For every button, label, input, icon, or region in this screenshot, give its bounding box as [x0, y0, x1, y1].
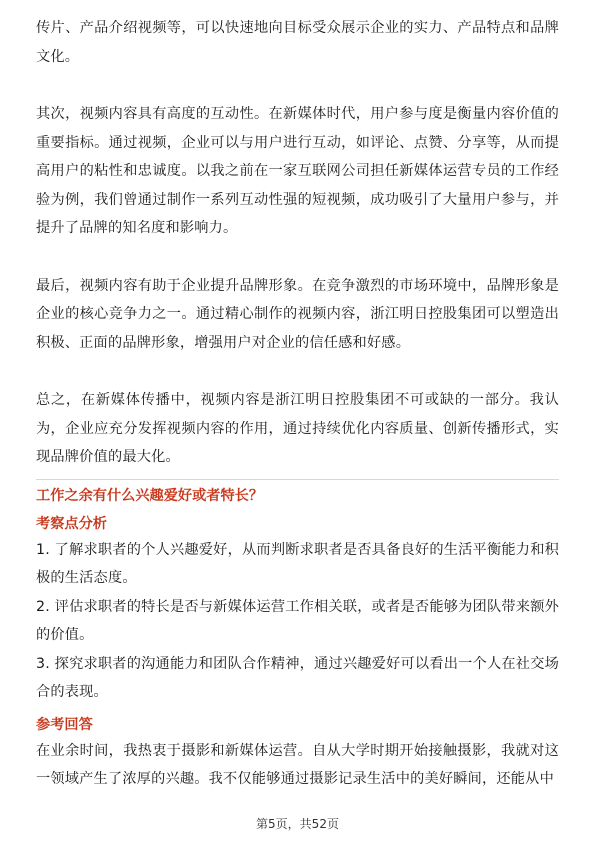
- question-title: 工作之余有什么兴趣爱好或者特长？: [36, 487, 264, 504]
- paragraph-spacer: [36, 71, 559, 100]
- analysis-heading: 考察点分析: [36, 515, 107, 532]
- paragraph-summary: 总之，在新媒体传播中，视频内容是浙江明日控股集团不可或缺的一部分。我认为，企业应充分发挥视频内容的作用，通过持续优化内容质量、创新传播形式，实现品牌价值的最大化。: [36, 392, 559, 465]
- paragraph-intro-continued: 传片、产品介绍视频等，可以快速地向目标受众展示企业的实力、产品特点和品牌文化。: [36, 20, 559, 65]
- paragraph-spacer: [36, 243, 559, 272]
- answer-text: 在业余时间，我热衷于摄影和新媒体运营。自从大学时期开始接触摄影，我就对这一领域产生了浓厚的兴趣。我不仅能够通过摄影记录生活中的美好瞬间，还能从中: [36, 742, 559, 787]
- paragraph-brand-image: 最后，视频内容有助于企业提升品牌形象。在竞争激烈的市场环境中，品牌形象是企业的核心竞争力之一。通过精心制作的视频内容，浙江明日控股集团可以塑造出积极、正面的品牌形象，增强用户对企业的信任感和好感。: [36, 277, 559, 351]
- analysis-item-1: 1. 了解求职者的个人兴趣爱好，从而判断求职者是否具备良好的生活平衡能力和积极的生活态度。: [36, 541, 559, 586]
- analysis-item-3: 3. 探究求职者的沟通能力和团队合作精神，通过兴趣爱好可以看出一个人在社交场合的表现。: [36, 655, 559, 700]
- section-divider: [36, 479, 559, 480]
- analysis-item-2: 2. 评估求职者的特长是否与新媒体运营工作相关联，或者是否能够为团队带来额外的价值。: [36, 598, 559, 643]
- page-number-footer: 第5页，共52页: [256, 817, 339, 831]
- paragraph-interactivity: 其次，视频内容具有高度的互动性。在新媒体时代，用户参与度是衡量内容价值的重要指标。通过视频，企业可以与用户进行互动，如评论、点赞、分享等，从而提高用户的粘性和忠诚度。以我之前在一家互联网公司担任新媒体运营专员的工作经验为例，我们曾通过制作一系列互动性强的短视频，成功吸引了大量用户参与，并提升了品牌的知名度和影响力。: [36, 106, 559, 236]
- answer-heading: 参考回答: [36, 716, 93, 733]
- paragraph-spacer: [36, 357, 559, 386]
- document-page: [36, 14, 559, 794]
